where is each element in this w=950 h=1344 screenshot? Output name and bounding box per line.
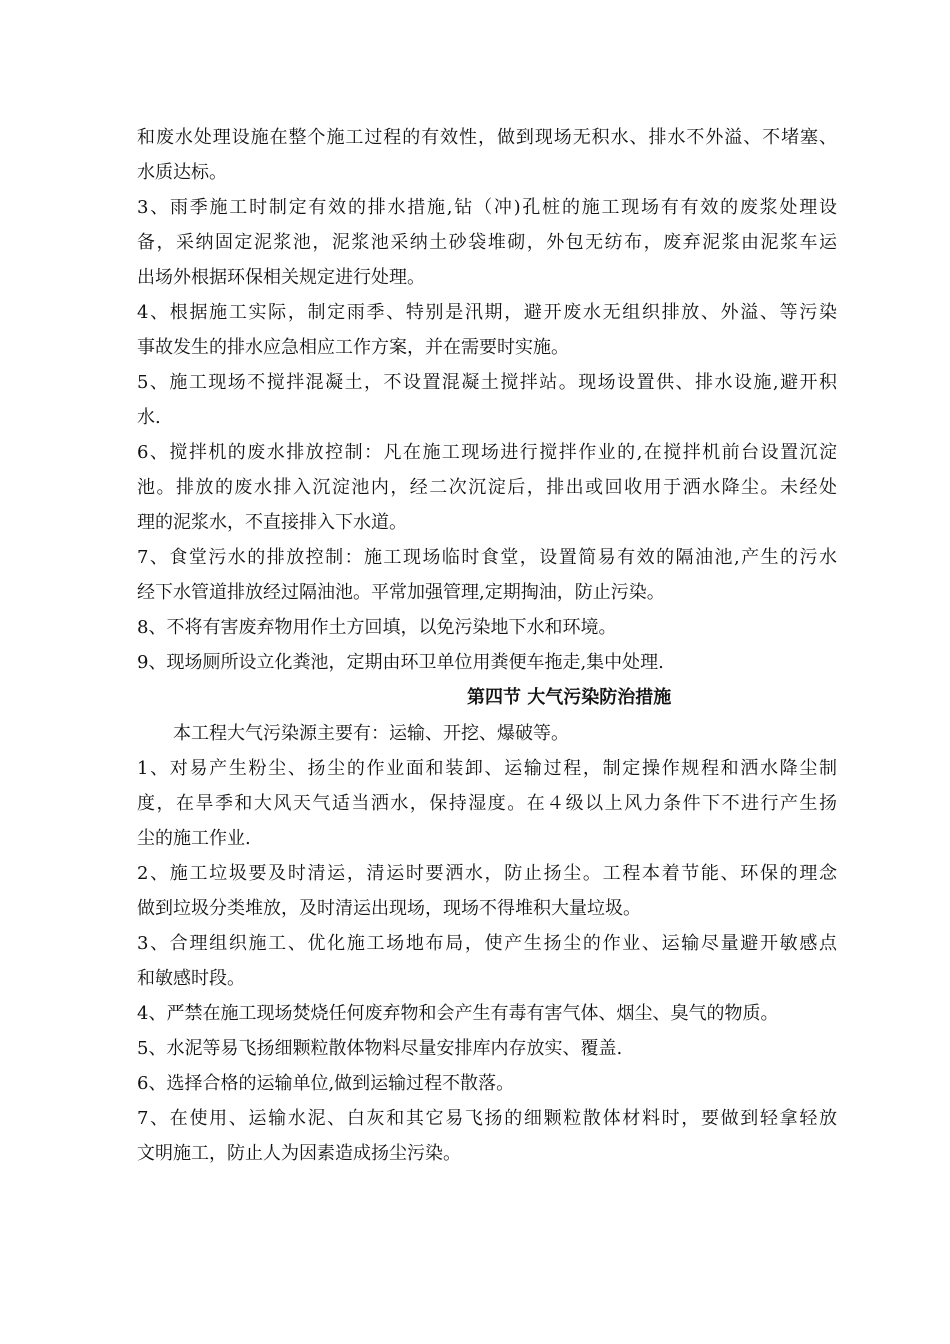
paragraph-line: 和敏感时段。 <box>137 968 245 989</box>
paragraph-line: 5、施工现场不搅拌混凝土，不设置混凝土搅拌站。现场设置供、排水设施,避开积 <box>137 372 837 393</box>
paragraph <box>137 926 837 996</box>
paragraph-line: 经下水管道排放经过隔油池。平常加强管理,定期掏油，防止污染。 <box>137 582 665 603</box>
paragraph-line: 度，在旱季和大风天气适当洒水，保持湿度。在４级以上风力条件下不进行产生扬 <box>137 793 837 814</box>
paragraph-line: 尘的施工作业. <box>137 828 251 849</box>
paragraph <box>137 1031 837 1066</box>
paragraph-line: 水质达标。 <box>137 162 227 183</box>
paragraph <box>137 1066 837 1101</box>
paragraph-line: 5、水泥等易飞扬细颗粒散体物料尽量安排库内存放实、覆盖. <box>137 1038 623 1059</box>
paragraph-line: 理的泥浆水，不直接排入下水道。 <box>137 512 407 533</box>
paragraph-line: 3、雨季施工时制定有效的排水措施,钻（冲)孔桩的施工现场有有效的废浆处理设 <box>137 197 837 218</box>
paragraph <box>137 365 837 435</box>
paragraph-line: 事故发生的排水应急相应工作方案，并在需要时实施。 <box>137 337 569 358</box>
air-pollution-measures <box>137 751 837 1171</box>
paragraph <box>137 435 837 540</box>
water-pollution-measures <box>137 120 837 680</box>
document-body <box>137 120 837 1171</box>
paragraph <box>137 751 837 856</box>
paragraph-line: 池。排放的废水排入沉淀池内，经二次沉淀后，排出或回收用于洒水降尘。未经处 <box>137 477 837 498</box>
paragraph-line: 备，采纳固定泥浆池，泥浆池采纳土砂袋堆砌，外包无纺布，废弃泥浆由泥浆车运 <box>137 232 837 253</box>
paragraph <box>137 540 837 610</box>
paragraph-line: 出场外根据环保相关规定进行处理。 <box>137 267 425 288</box>
section-intro: 本工程大气污染源主要有：运输、开挖、爆破等。 <box>173 723 569 744</box>
paragraph-line: 1、对易产生粉尘、扬尘的作业面和装卸、运输过程，制定操作规程和洒水降尘制 <box>137 758 837 779</box>
paragraph <box>137 1101 837 1171</box>
paragraph-line: 7、在使用、运输水泥、白灰和其它易飞扬的细颗粒散体材料时，要做到轻拿轻放 <box>137 1108 837 1129</box>
paragraph-line: 6、搅拌机的废水排放控制：凡在施工现场进行搅拌作业的,在搅拌机前台设置沉淀 <box>137 442 837 463</box>
paragraph <box>137 996 837 1031</box>
paragraph-line: 文明施工，防止人为因素造成扬尘污染。 <box>137 1143 461 1164</box>
section-heading: 第四节 大气污染防治措施 <box>467 687 672 708</box>
paragraph-line: 水. <box>137 407 161 428</box>
paragraph <box>137 645 837 680</box>
paragraph <box>137 190 837 295</box>
paragraph-line: 9、现场厕所设立化粪池，定期由环卫单位用粪便车拖走,集中处理. <box>137 652 664 673</box>
paragraph <box>137 856 837 926</box>
paragraph-line: 7、食堂污水的排放控制：施工现场临时食堂，设置简易有效的隔油池,产生的污水 <box>137 547 837 568</box>
paragraph-line: 4、严禁在施工现场焚烧任何废弃物和会产生有毒有害气体、烟尘、臭气的物质。 <box>137 1003 779 1024</box>
paragraph-line: 和废水处理设施在整个施工过程的有效性，做到现场无积水、排水不外溢、不堵塞、 <box>137 127 837 148</box>
paragraph-line: 2、施工垃圾要及时清运，清运时要洒水，防止扬尘。工程本着节能、环保的理念 <box>137 863 837 884</box>
paragraph-line: 8、不将有害废弃物用作土方回填，以免污染地下水和环境。 <box>137 617 617 638</box>
paragraph-line: 4、根据施工实际，制定雨季、特别是汛期，避开废水无组织排放、外溢、等污染 <box>137 302 837 323</box>
paragraph-line: 做到垃圾分类堆放，及时清运出现场，现场不得堆积大量垃圾。 <box>137 898 641 919</box>
paragraph-line: 6、选择合格的运输单位,做到运输过程不散落。 <box>137 1073 515 1094</box>
paragraph <box>137 120 837 190</box>
paragraph <box>137 610 837 645</box>
paragraph <box>137 295 837 365</box>
paragraph-line: 3、合理组织施工、优化施工场地布局，使产生扬尘的作业、运输尽量避开敏感点 <box>137 933 837 954</box>
